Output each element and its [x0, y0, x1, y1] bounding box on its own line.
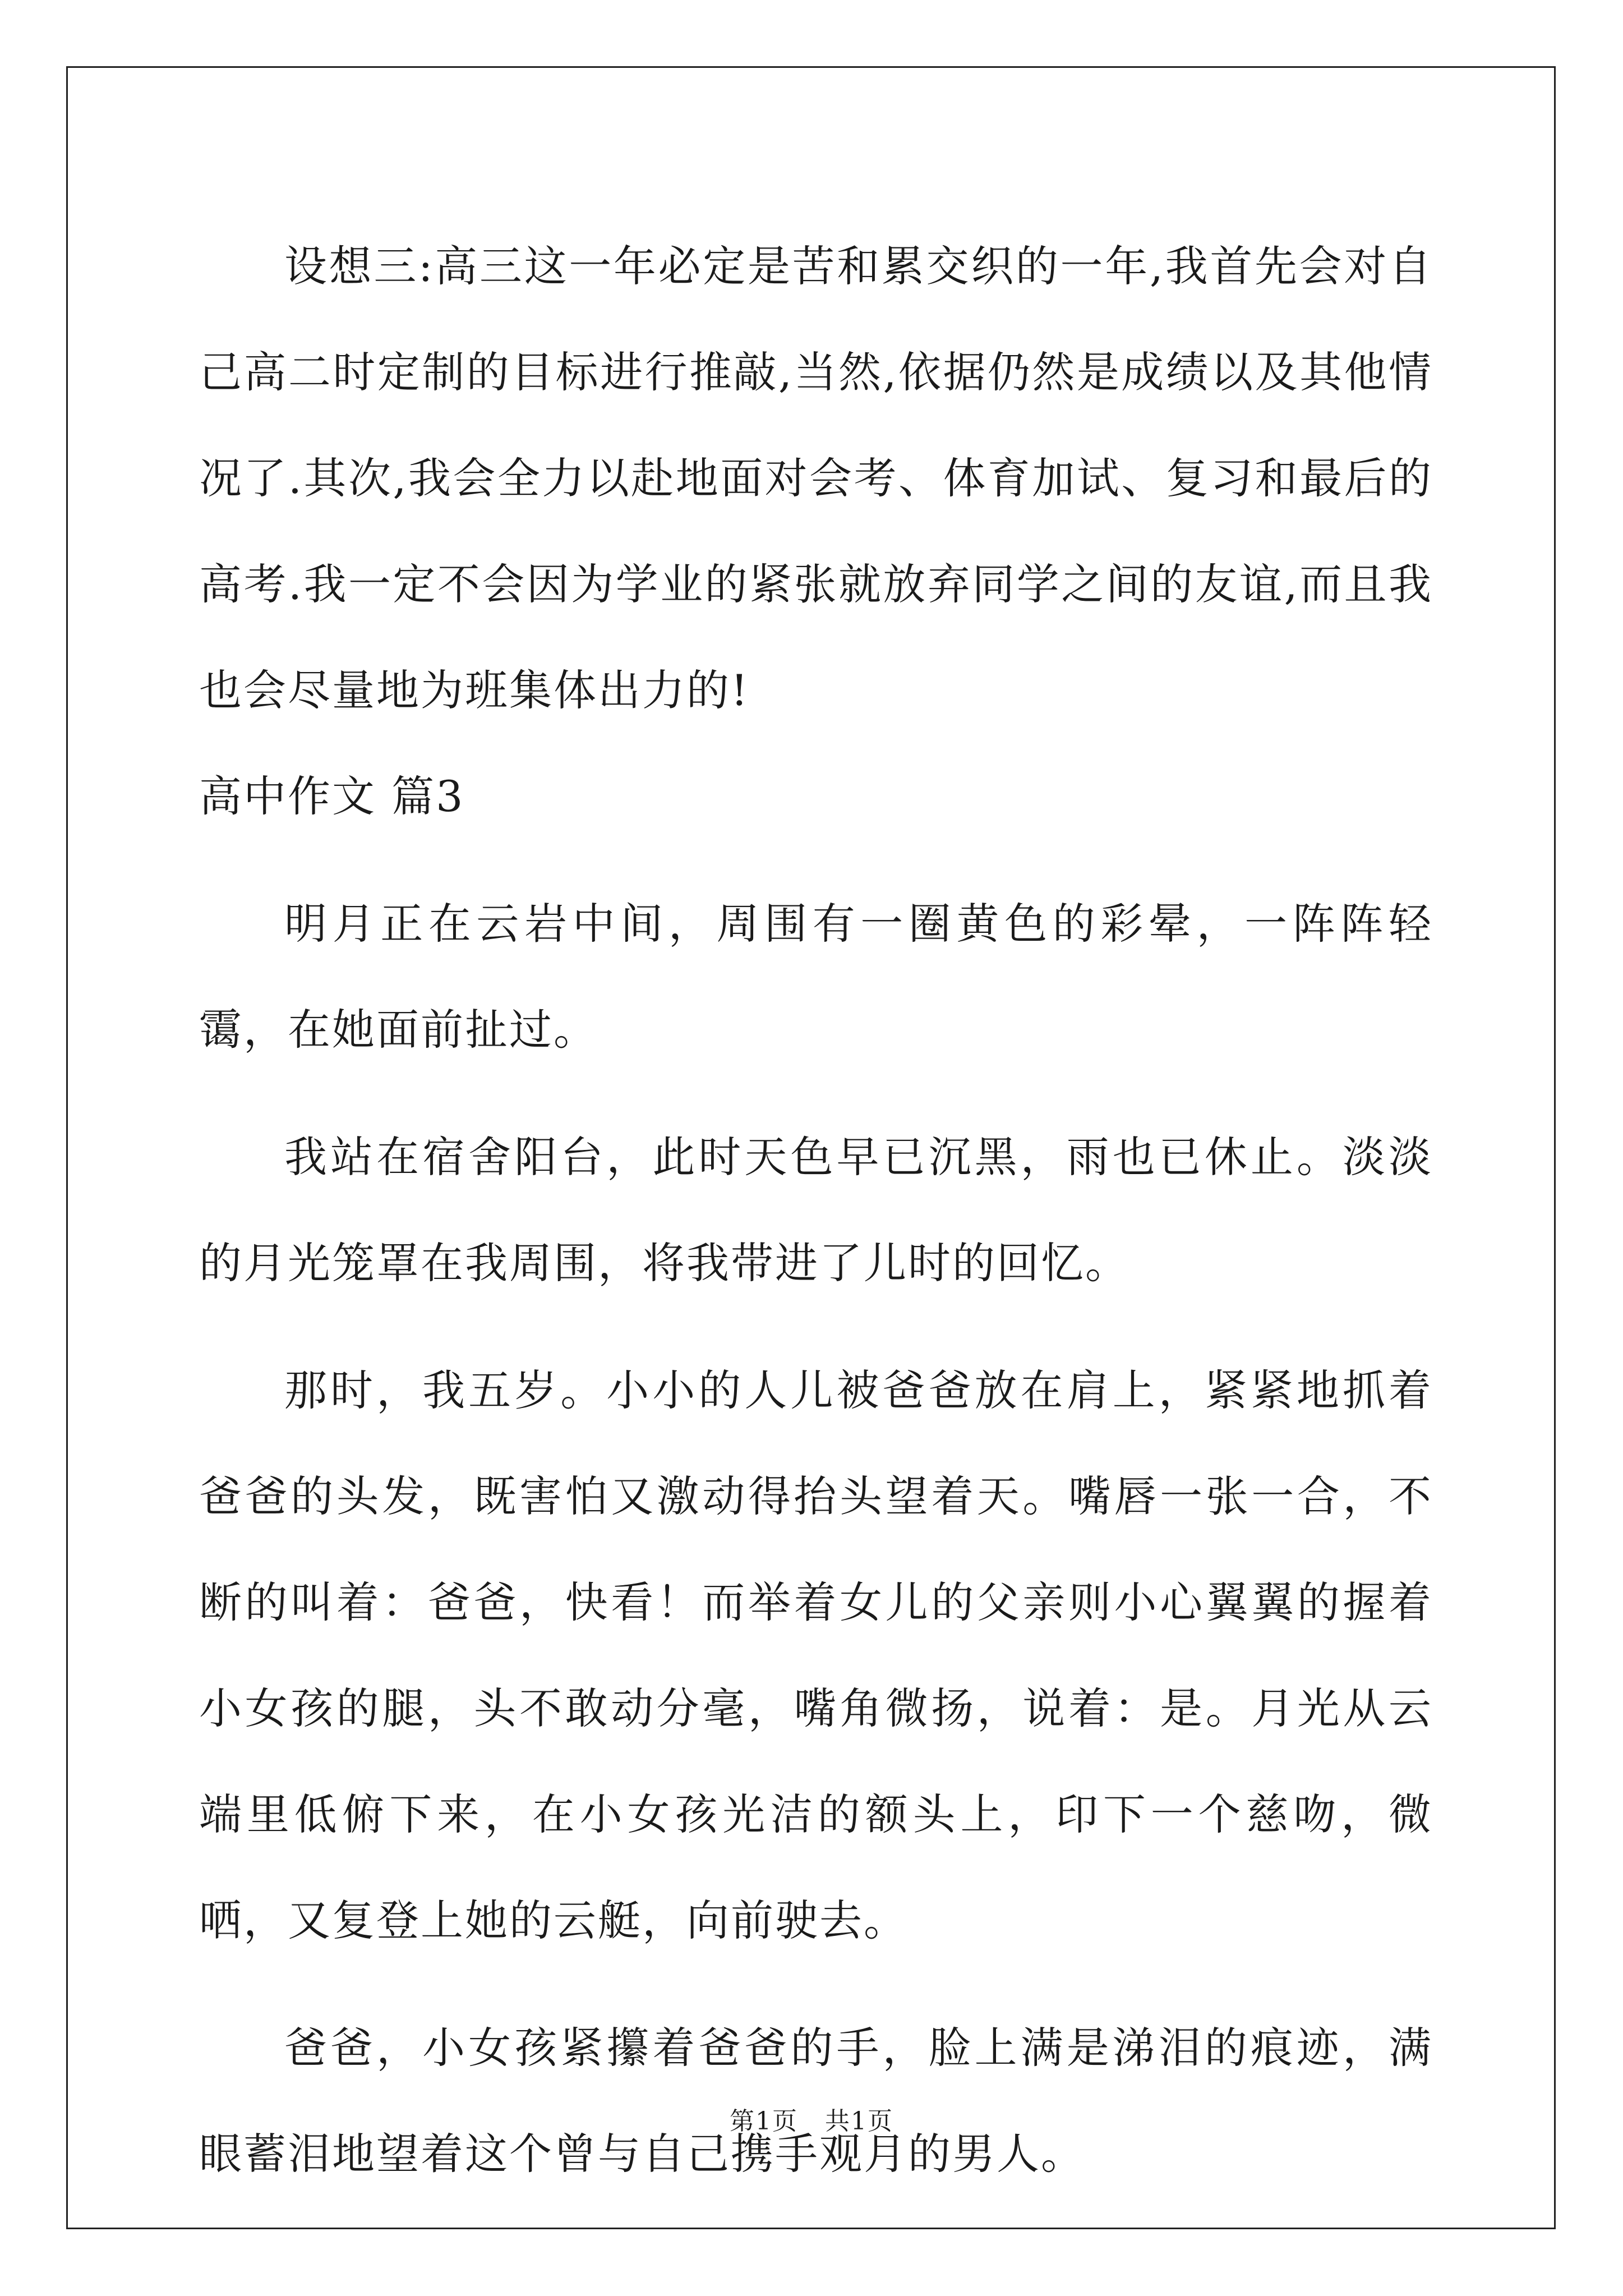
document-body — [199, 213, 1433, 2207]
essay-heading: 高中作文 篇3 — [199, 771, 465, 821]
paragraph-father: 爸爸，小女孩紧攥着爸爸的手，脸上满是涕泪的痕迹，满眼蓄泪地望着这个曾与自己携手观月的男人。 — [199, 2023, 1433, 2179]
paragraph-moon: 明月正在云岩中间，周围有一圈黄色的彩晕，一阵阵轻霭，在她面前扯过。 — [199, 899, 1433, 1055]
paragraph-memory: 那时，我五岁。小小的人儿被爸爸放在肩上，紧紧地抓着爸爸的头发，既害怕又激动得抬头望着天。嘴唇一张一合，不断的叫着：爸爸，快看！而举着女儿的父亲则小心翼翼的握着小女孩的腿，头不敢动分毫，嘴角微扬，说着：是。月光从云端里低俯下来，在小女孩光洁的额头上，印下一个慈吻，微哂，又复登上她的云艇，向前驶去。 — [199, 1365, 1433, 1945]
page-number-current: 第1页 — [730, 2107, 798, 2136]
page-number-total: 共1页 — [825, 2107, 893, 2136]
page-footer — [0, 2101, 1623, 2137]
paragraph-balcony: 我站在宿舍阳台，此时天色早已沉黑，雨也已休止。淡淡的月光笼罩在我周围，将我带进了儿时的回忆。 — [199, 1132, 1433, 1288]
paragraph-plan-three: 设想三:高三这一年必定是苦和累交织的一年,我首先会对自己高二时定制的目标进行推敲,当然,依据仍然是成绩以及其他情况了.其次,我会全力以赴地面对会考、体育加试、复习和最后的高考.我一定不会因为学业的紧张就放弃同学之间的友谊,而且我也会尽量地为班集体出力的! — [199, 241, 1433, 715]
